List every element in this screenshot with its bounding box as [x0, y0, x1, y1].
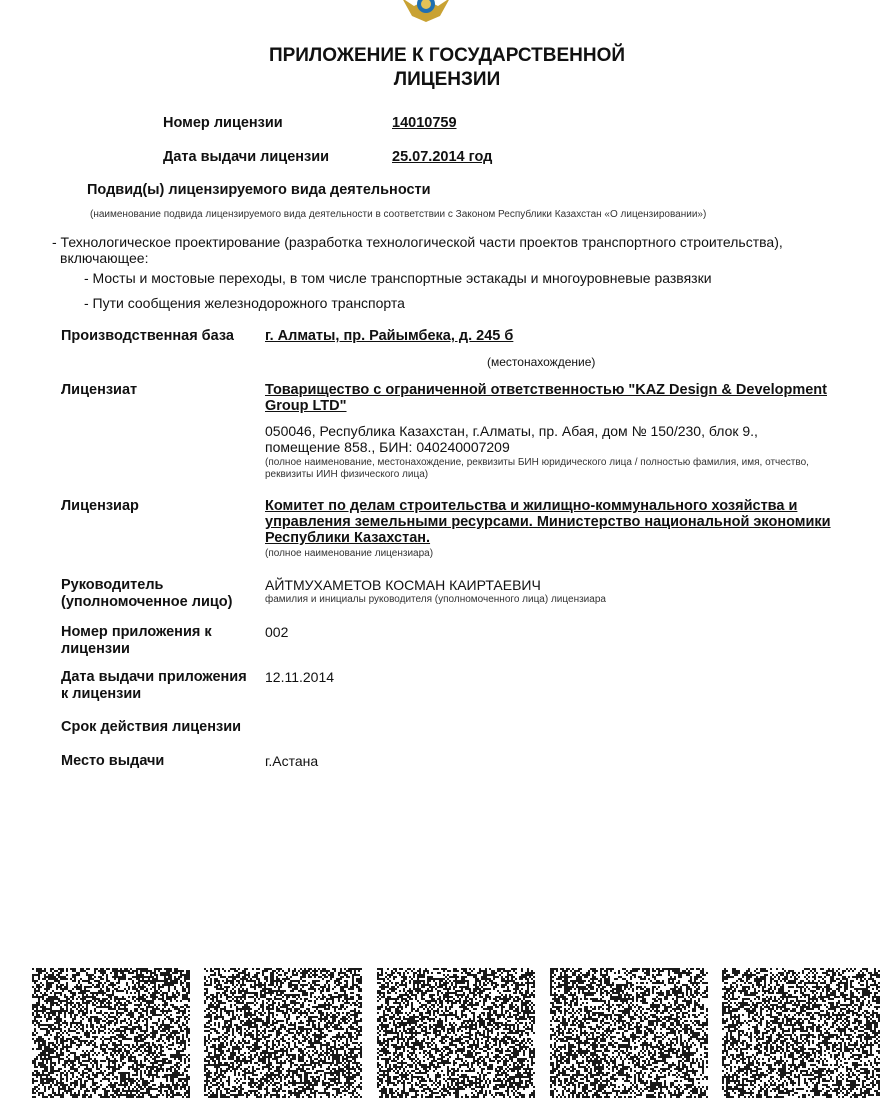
- base-note: (местонахождение): [487, 355, 595, 369]
- licensor-label: Лицензиар: [61, 498, 139, 514]
- head-label: Руководитель (уполномоченное лицо): [61, 577, 261, 611]
- place-value: г.Астана: [265, 753, 318, 769]
- state-emblem-icon: [398, 0, 454, 24]
- license-date-label: Дата выдачи лицензии: [163, 149, 329, 165]
- qr-code-icon: [722, 968, 880, 1098]
- base-value: г. Алматы, пр. Райымбека, д. 245 б: [265, 328, 513, 344]
- head-note: фамилия и инициалы руководителя (уполномоченного лица) лицензиара: [265, 594, 606, 606]
- activity-item: - Пути сообщения железнодорожного транспорта: [84, 295, 405, 311]
- licensor-name: Комитет по делам строительства и жилищно-коммунального хозяйства и управления земельными ресурсами. Министерство национальной экономики Республики Казахстан.: [265, 498, 840, 546]
- activity-item: - Мосты и мостовые переходы, в том числе транспортные эстакады и многоуровневые развязки: [84, 270, 712, 286]
- license-number-label: Номер лицензии: [163, 115, 283, 131]
- title-line-2: ЛИЦЕНЗИИ: [0, 68, 894, 92]
- head-value: АЙТМУХАМЕТОВ КОСМАН КАИРТАЕВИЧ: [265, 577, 541, 593]
- appendix-date-value: 12.11.2014: [265, 669, 334, 685]
- document-title: [0, 44, 894, 92]
- license-date-value: 25.07.2014 год: [392, 149, 492, 165]
- title-line-1: ПРИЛОЖЕНИЕ К ГОСУДАРСТВЕННОЙ: [0, 44, 894, 68]
- appendix-number-label: Номер приложения к лицензии: [61, 624, 251, 658]
- subtype-heading: Подвид(ы) лицензируемого вида деятельности: [87, 182, 431, 198]
- licensee-name: Товарищество с ограниченной ответственностью "KAZ Design & Development Group LTD": [265, 382, 840, 414]
- qr-code-icon: [32, 968, 190, 1098]
- licensee-note: (полное наименование, местонахождение, реквизиты БИН юридического лица / полностью фамилия, имя, отчество, реквизиты ИИН физического лица): [265, 457, 840, 481]
- appendix-date-label: Дата выдачи приложения к лицензии: [61, 669, 256, 703]
- appendix-number-value: 002: [265, 624, 288, 640]
- activity-main-line-2: включающее:: [60, 250, 148, 266]
- licensee-label: Лицензиат: [61, 382, 137, 398]
- base-label: Производственная база: [61, 328, 234, 344]
- validity-label: Срок действия лицензии: [61, 719, 241, 735]
- place-label: Место выдачи: [61, 753, 164, 769]
- license-number-value: 14010759: [392, 115, 457, 131]
- licensee-address: 050046, Республика Казахстан, г.Алматы, пр. Абая, дом № 150/230, блок 9., помещение 858., БИН: 040240007209: [265, 423, 785, 455]
- subtype-note: (наименование подвида лицензируемого вида деятельности в соответствии с Законом Республики Казахстан «О лицензировании»): [90, 209, 706, 221]
- qr-code-icon: [204, 968, 362, 1098]
- qr-code-icon: [377, 968, 535, 1098]
- qr-code-icon: [550, 968, 708, 1098]
- activity-main-line-1: - Технологическое проектирование (разработка технологической части проектов транспортного строительства),: [52, 234, 783, 250]
- licensor-note: (полное наименование лицензиара): [265, 548, 433, 560]
